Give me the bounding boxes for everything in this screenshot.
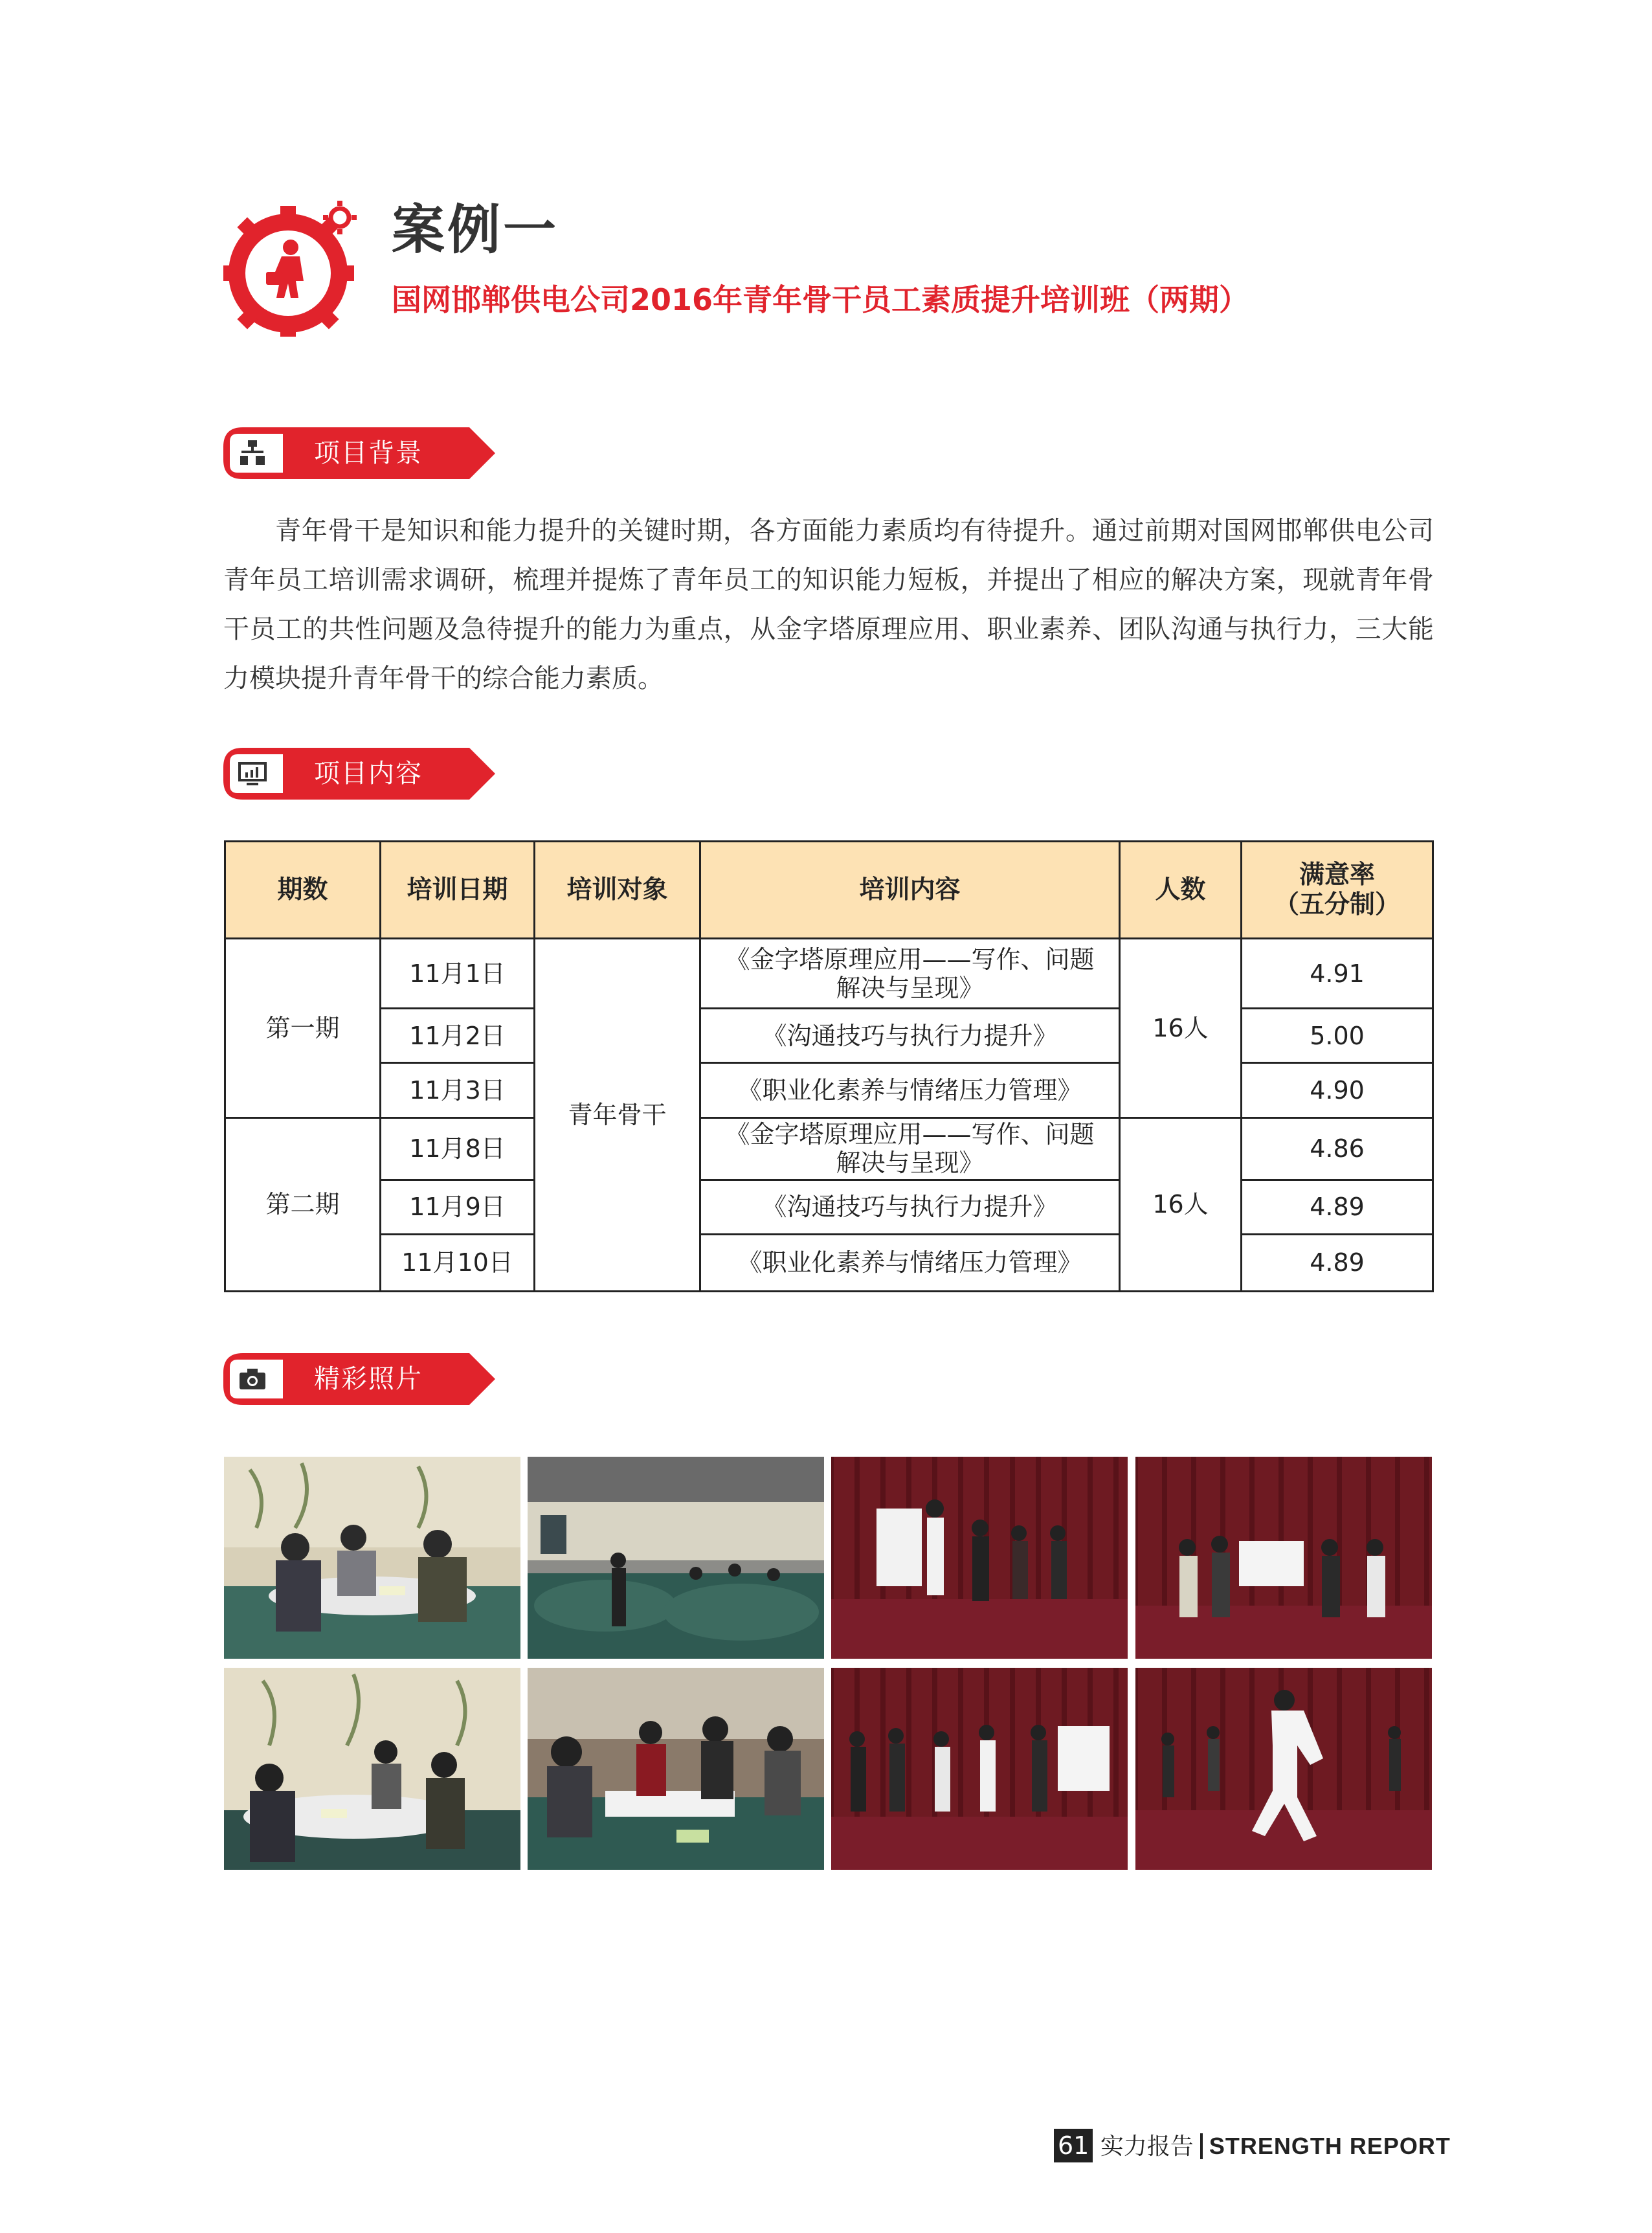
photo-classroom-overview bbox=[528, 1457, 824, 1659]
org-chart-icon bbox=[238, 439, 267, 467]
footer-report-en: STRENGTH REPORT bbox=[1209, 2133, 1451, 2159]
score-cell: 4.89 bbox=[1242, 1234, 1433, 1291]
monitor-chart-icon bbox=[238, 759, 267, 788]
period-cell: 第二期 bbox=[225, 1117, 381, 1291]
header-period: 期数 bbox=[225, 842, 381, 939]
content-cell bbox=[700, 939, 1120, 1009]
date-cell: 11月1日 bbox=[381, 939, 535, 1009]
score-cell: 4.91 bbox=[1242, 939, 1433, 1009]
page-number: 61 bbox=[1054, 2129, 1093, 2162]
header-date: 培训日期 bbox=[381, 842, 535, 939]
section-tab-background bbox=[223, 427, 495, 479]
content-cell: 《沟通技巧与执行力提升》 bbox=[700, 1009, 1120, 1063]
content-line: 解决与呈现》 bbox=[836, 973, 984, 1002]
people-cell: 16人 bbox=[1120, 1117, 1242, 1291]
people-cell: 16人 bbox=[1120, 939, 1242, 1117]
photo-group-with-poster bbox=[1135, 1457, 1432, 1659]
content-line: 解决与呈现》 bbox=[836, 1149, 984, 1178]
section-tab-photos bbox=[223, 1353, 495, 1405]
score-cell: 4.86 bbox=[1242, 1117, 1433, 1180]
header-satisfaction-line2: （五分制） bbox=[1273, 890, 1400, 919]
content-line: 《金字塔原理应用——写作、问题 bbox=[725, 945, 1095, 974]
section-label-background: 项目背景 bbox=[314, 438, 423, 468]
content-line: 《金字塔原理应用——写作、问题 bbox=[725, 1120, 1095, 1149]
content-cell: 《沟通技巧与执行力提升》 bbox=[700, 1180, 1120, 1234]
content-cell bbox=[700, 1117, 1120, 1180]
section-tab-content bbox=[223, 748, 495, 800]
header-satisfaction bbox=[1242, 842, 1433, 939]
date-cell: 11月8日 bbox=[381, 1117, 535, 1180]
table-row bbox=[225, 1063, 1433, 1117]
photo-grid bbox=[224, 1457, 1432, 1871]
case-gear-worker-icon bbox=[223, 201, 359, 337]
content-cell: 《职业化素养与情绪压力管理》 bbox=[700, 1234, 1120, 1291]
background-text: 青年骨干是知识和能力提升的关键时期，各方面能力素质均有待提升。通过前期对国网邯郸供电公司青年员工培训需求调研，梳理并提炼了青年员工的知识能力短板，并提出了相应的解决方案，现就青年骨干员工的共性问题及急待提升的能力为重点，从金字塔原理应用、职业素养、团队沟通与执行力，三大能力模块提升青年骨干的综合能力素质。 bbox=[223, 516, 1434, 693]
date-cell: 11月2日 bbox=[381, 1009, 535, 1063]
photo-group-discussion-2 bbox=[224, 1668, 520, 1870]
section-label-content: 项目内容 bbox=[314, 759, 423, 789]
audience-cell: 青年骨干 bbox=[535, 939, 700, 1292]
content-cell: 《职业化素养与情绪压力管理》 bbox=[700, 1063, 1120, 1117]
table-row bbox=[225, 1180, 1433, 1234]
background-paragraph bbox=[223, 506, 1434, 703]
photo-table-work bbox=[528, 1668, 824, 1870]
score-cell: 5.00 bbox=[1242, 1009, 1433, 1063]
footer-divider bbox=[1200, 2133, 1203, 2159]
case-title: 案例一 bbox=[392, 199, 559, 261]
case-subtitle: 国网邯郸供电公司2016年青年骨干员工素质提升培训班（两期） bbox=[392, 282, 1249, 317]
date-cell: 11月10日 bbox=[381, 1234, 535, 1291]
table-row bbox=[225, 939, 1433, 1009]
page-footer bbox=[1054, 2129, 1451, 2162]
header-content: 培训内容 bbox=[700, 842, 1120, 939]
period-cell: 第一期 bbox=[225, 939, 381, 1117]
date-cell: 11月9日 bbox=[381, 1180, 535, 1234]
header-satisfaction-line1: 满意率 bbox=[1299, 860, 1375, 890]
table-header-row bbox=[225, 842, 1433, 939]
footer-report-cn: 实力报告 bbox=[1100, 2133, 1194, 2160]
photo-presentation-stage-1 bbox=[831, 1457, 1128, 1659]
photo-presentation-stage-2 bbox=[831, 1668, 1128, 1870]
table-row bbox=[225, 1234, 1433, 1291]
date-cell: 11月3日 bbox=[381, 1063, 535, 1117]
header-audience: 培训对象 bbox=[535, 842, 700, 939]
section-label-photos: 精彩照片 bbox=[314, 1364, 423, 1394]
training-table bbox=[224, 840, 1434, 1292]
photo-activity bbox=[1135, 1668, 1432, 1870]
score-cell: 4.89 bbox=[1242, 1180, 1433, 1234]
score-cell: 4.90 bbox=[1242, 1063, 1433, 1117]
header-people: 人数 bbox=[1120, 842, 1242, 939]
photo-group-discussion-1 bbox=[224, 1457, 520, 1659]
camera-icon bbox=[238, 1365, 267, 1393]
table-row bbox=[225, 1117, 1433, 1180]
table-row bbox=[225, 1009, 1433, 1063]
